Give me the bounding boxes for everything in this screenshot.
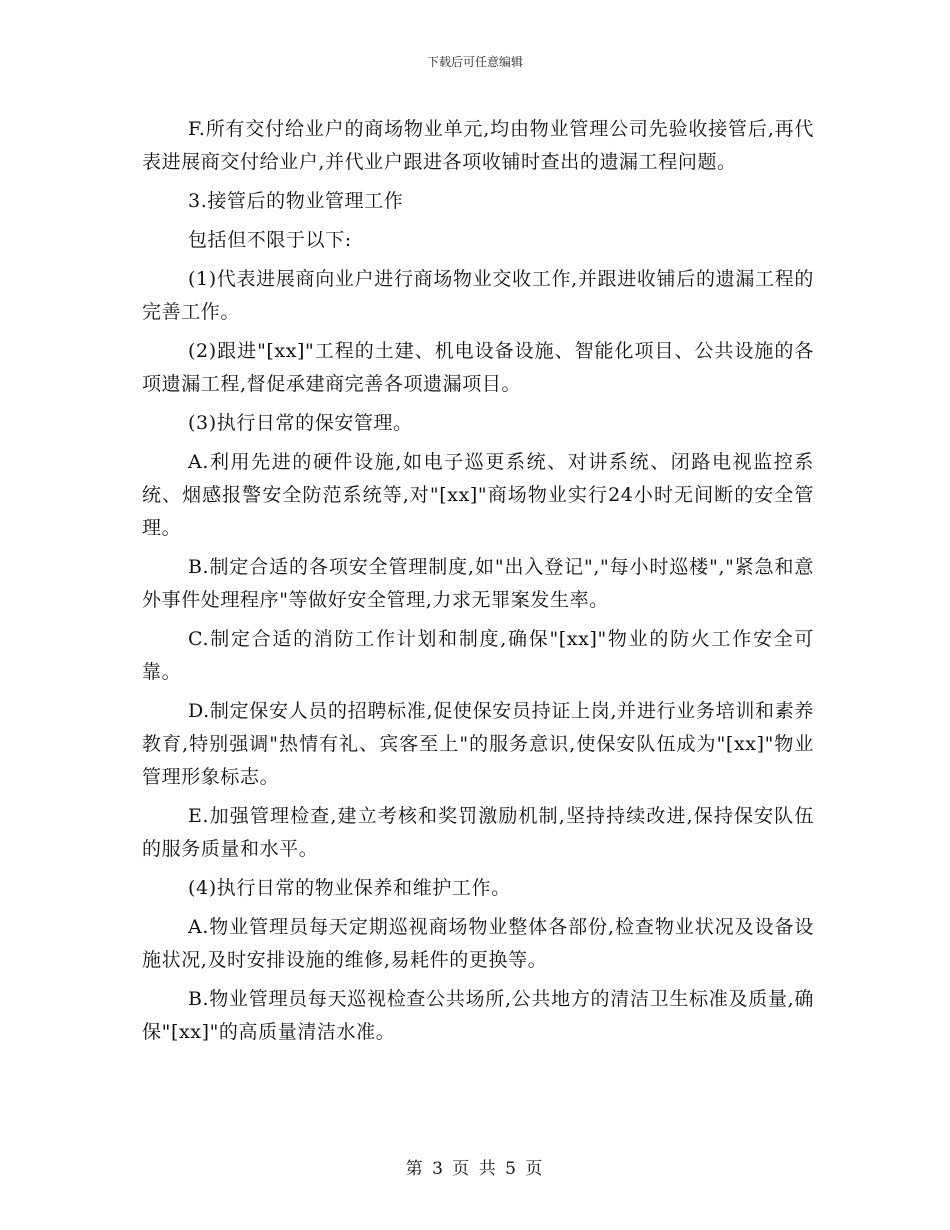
paragraph-3c: C.制定合适的消防工作计划和制度,确保"[xx]"物业的防火工作安全可靠。 bbox=[142, 628, 814, 683]
page-number: 第 3 页 共 5 页 bbox=[405, 1159, 545, 1179]
paragraph-4a: A.物业管理员每天定期巡视商场物业整体各部份,检查物业状况及设备设施状况,及时安排设施的维修,易耗件的更换等。 bbox=[142, 916, 814, 971]
paragraph-item-1: (1)代表进展商向业户进行商场物业交收工作,并跟进收铺后的遗漏工程的完善工作。 bbox=[142, 268, 814, 323]
paragraph-item-4: (4)执行日常的物业保养和维护工作。 bbox=[188, 877, 511, 899]
paragraph-item-2: (2)跟进"[xx]"工程的土建、机电设备设施、智能化项目、公共设施的各项遗漏工程,督促承建商完善各项遗漏项目。 bbox=[142, 340, 814, 395]
paragraph-4b: B.物业管理员每天巡视检查公共场所,公共地方的清洁卫生标准及质量,确保"[xx]"的高质量清洁水准。 bbox=[142, 988, 814, 1043]
paragraph-intro: 包括但不限于以下: bbox=[188, 229, 352, 251]
paragraph-3e: E.加强管理检查,建立考核和奖罚激励机制,坚持持续改进,保持保安队伍的服务质量和水平。 bbox=[142, 805, 814, 860]
document-body bbox=[142, 113, 814, 1055]
paragraph-3b: B.制定合适的各项安全管理制度,如"出入登记","每小时巡楼","紧急和意外事件处理程序"等做好安全管理,力求无罪案发生率。 bbox=[142, 556, 814, 611]
section-heading-3: 3.接管后的物业管理工作 bbox=[188, 190, 404, 212]
paragraph-item-3: (3)执行日常的保安管理。 bbox=[188, 412, 413, 434]
paragraph-3d: D.制定保安人员的招聘标准,促使保安员持证上岗,并进行业务培训和素养教育,特别强调"热情有礼、宾客至上"的服务意识,使保安队伍成为"[xx]"物业管理形象标志。 bbox=[142, 700, 814, 788]
page-header: 下载后可任意编辑 bbox=[426, 55, 523, 69]
paragraph-3a: A.利用先进的硬件设施,如电子巡更系统、对讲系统、闭路电视监控系统、烟感报警安全防范系统等,对"[xx]"商场物业实行24小时无间断的安全管理。 bbox=[142, 451, 814, 539]
paragraph-f-handover: F.所有交付给业户的商场物业单元,均由物业管理公司先验收接管后,再代表进展商交付给业户,并代业户跟进各项收铺时查出的遗漏工程问题。 bbox=[142, 118, 814, 173]
